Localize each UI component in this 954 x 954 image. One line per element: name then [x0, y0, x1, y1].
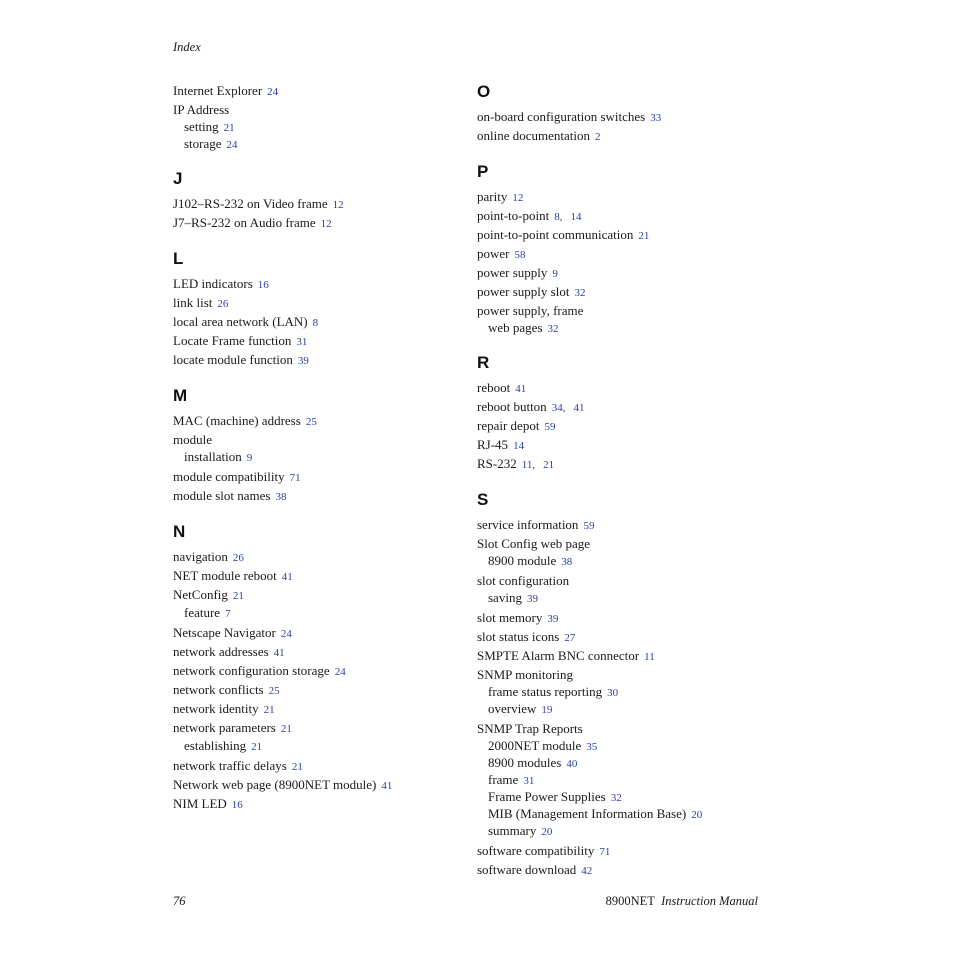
entry-term: software download	[477, 862, 577, 877]
page-link[interactable]: 39	[526, 593, 538, 605]
index-subentry	[477, 772, 767, 789]
entry-term: NetConfig	[173, 587, 228, 602]
entry-term: 8900 module	[488, 553, 557, 568]
entry-term: IP Address	[173, 102, 230, 117]
index-entry	[477, 283, 767, 302]
entry-term: RJ-45	[477, 437, 509, 452]
page-link[interactable]: 24	[280, 628, 292, 640]
entry-term: storage	[184, 136, 222, 151]
index-section	[173, 249, 463, 370]
index-section	[173, 82, 463, 153]
page-link[interactable]: 21	[263, 704, 275, 716]
index-entry	[173, 586, 463, 605]
index-entry	[477, 302, 767, 320]
index-subentry	[477, 684, 767, 701]
index-entry	[477, 628, 767, 647]
page-link[interactable]: 16	[231, 799, 243, 811]
page-link[interactable]: 21	[638, 230, 650, 242]
page-link[interactable]: 71	[599, 846, 611, 858]
page-link[interactable]: 30	[607, 687, 619, 699]
entry-term: slot status icons	[477, 629, 560, 644]
index-entry	[173, 776, 463, 795]
index-entry	[173, 332, 463, 351]
index-subentry	[477, 590, 767, 607]
page-link[interactable]: 21	[280, 723, 292, 735]
entry-term: web pages	[488, 320, 543, 335]
entry-term: feature	[184, 605, 221, 620]
page-link[interactable]: 2	[595, 131, 601, 143]
manual-title	[606, 894, 758, 909]
index-entry	[173, 214, 463, 233]
entry-term: Internet Explorer	[173, 83, 263, 98]
entry-term: J7–RS-232 on Audio frame	[173, 215, 316, 230]
section-letter: P	[477, 162, 489, 181]
section-letter: L	[173, 249, 184, 268]
index-entry	[173, 313, 463, 332]
index-entry	[477, 417, 767, 436]
entry-term: 8900 modules	[488, 755, 562, 770]
page-link[interactable]: 41	[281, 571, 293, 583]
page-link[interactable]: 20	[541, 826, 553, 838]
index-entry	[173, 412, 463, 431]
page-link[interactable]: 42	[581, 865, 593, 877]
section-letter: O	[477, 82, 491, 101]
index-entry	[477, 861, 767, 880]
entry-term: Locate Frame function	[173, 333, 292, 348]
page-link[interactable]: 59	[544, 421, 556, 433]
section-letter: J	[173, 169, 183, 188]
index-subentry	[173, 449, 463, 466]
index-entry	[477, 572, 767, 590]
page-link[interactable]: 21	[543, 459, 555, 471]
entry-term: power	[477, 246, 510, 261]
index-entry	[173, 351, 463, 370]
index-entry	[477, 720, 767, 738]
index-entry	[477, 516, 767, 535]
page-number: 76	[173, 894, 186, 908]
page-link[interactable]: 8	[312, 317, 319, 329]
entry-term: module	[173, 432, 212, 447]
page-link[interactable]: 8	[554, 211, 560, 223]
page-link[interactable]: 9	[552, 268, 558, 280]
page-link[interactable]: 21	[223, 122, 235, 134]
page-separator: ,	[532, 459, 536, 471]
index-section	[477, 82, 767, 146]
page-link[interactable]: 25	[305, 416, 317, 428]
entry-term: J102–RS-232 on Video frame	[173, 196, 328, 211]
section-letter: M	[173, 386, 188, 405]
index-subentry	[477, 789, 767, 806]
page-link[interactable]: 34	[551, 402, 563, 414]
entry-term: MIB (Management Information Base)	[488, 806, 687, 821]
manual-title-suffix: Instruction Manual	[661, 894, 758, 908]
entry-term: reboot button	[477, 399, 547, 414]
entry-term: network addresses	[173, 644, 269, 659]
entry-term: network identity	[173, 701, 259, 716]
entry-term: summary	[488, 823, 537, 838]
entry-term: NET module reboot	[173, 568, 277, 583]
index-entry	[477, 535, 767, 553]
entry-term: power supply	[477, 265, 548, 280]
index-entry	[173, 468, 463, 487]
page-link[interactable]: 12	[332, 199, 344, 211]
page-link[interactable]: 59	[583, 520, 595, 532]
entry-term: navigation	[173, 549, 228, 564]
page-link[interactable]: 40	[566, 758, 578, 770]
index-entry	[173, 757, 463, 776]
page-link[interactable]: 11	[521, 459, 533, 471]
page-link[interactable]: 32	[547, 323, 559, 335]
index-entry	[173, 487, 463, 506]
entry-term: point-to-point communication	[477, 227, 634, 242]
index-entry	[173, 548, 463, 567]
index-entry	[173, 662, 463, 681]
entry-term: SNMP monitoring	[477, 667, 573, 682]
page-link[interactable]: 41	[515, 383, 527, 395]
entry-term: online documentation	[477, 128, 591, 143]
entry-term: setting	[184, 119, 219, 134]
page-link[interactable]: 24	[267, 86, 279, 98]
page-link[interactable]: 19	[541, 704, 553, 716]
index-subentry	[477, 553, 767, 570]
section-letter: R	[477, 353, 490, 372]
page-link[interactable]: 26	[217, 298, 229, 310]
index-entry	[477, 379, 767, 398]
entry-term: Slot Config web page	[477, 536, 591, 551]
page-link[interactable]: 31	[523, 775, 535, 787]
index-entry	[173, 624, 463, 643]
index-entry	[173, 719, 463, 738]
entry-term: Frame Power Supplies	[488, 789, 606, 804]
page-link[interactable]: 24	[226, 139, 238, 151]
index-entry	[477, 398, 767, 417]
index-column-left	[173, 82, 463, 814]
index-entry	[477, 455, 767, 474]
entry-term: NIM LED	[173, 796, 227, 811]
running-header: Index	[173, 40, 201, 54]
page-link[interactable]: 35	[586, 741, 598, 753]
index-entry	[173, 294, 463, 313]
page-link[interactable]: 20	[691, 809, 703, 821]
page-separator: ,	[559, 211, 563, 223]
section-letter: N	[173, 522, 186, 541]
entry-term: Network web page (8900NET module)	[173, 777, 377, 792]
page-link[interactable]: 9	[246, 452, 253, 464]
index-subentry	[173, 119, 463, 136]
page-link[interactable]: 24	[334, 666, 346, 678]
index-entry	[477, 842, 767, 861]
index-entry	[477, 647, 767, 666]
page-link[interactable]: 21	[291, 761, 303, 773]
entry-term: service information	[477, 517, 579, 532]
entry-term: on-board configuration switches	[477, 109, 646, 124]
index-section	[477, 353, 767, 474]
page-link[interactable]: 38	[275, 491, 287, 503]
index-entry	[173, 567, 463, 586]
page-link[interactable]: 21	[251, 741, 263, 753]
entry-term: locate module function	[173, 352, 293, 367]
index-entry	[173, 82, 463, 101]
index-section	[477, 490, 767, 880]
entry-term: network parameters	[173, 720, 276, 735]
entry-term: overview	[488, 701, 537, 716]
index-subentry	[477, 738, 767, 755]
index-entry	[477, 127, 767, 146]
index-subentry	[477, 823, 767, 840]
page-link[interactable]: 16	[257, 279, 269, 291]
index-section	[477, 162, 767, 337]
page-link[interactable]: 39	[297, 355, 309, 367]
index-entry	[173, 275, 463, 294]
page-link[interactable]: 27	[564, 632, 576, 644]
page-link[interactable]: 58	[514, 249, 526, 261]
entry-term: power supply, frame	[477, 303, 584, 318]
manual-title-prefix: 8900NET	[605, 894, 655, 908]
entry-term: module slot names	[173, 488, 271, 503]
page-link[interactable]: 21	[232, 590, 244, 602]
entry-term: network configuration storage	[173, 663, 330, 678]
page-link[interactable]: 7	[225, 608, 231, 620]
page-link[interactable]: 31	[296, 336, 308, 348]
page-link[interactable]: 12	[512, 192, 524, 204]
page-link[interactable]: 33	[650, 112, 662, 124]
page-link[interactable]: 26	[232, 552, 244, 564]
page-link[interactable]: 14	[570, 211, 582, 223]
entry-term: module compatibility	[173, 469, 285, 484]
entry-term: repair depot	[477, 418, 540, 433]
page-link[interactable]: 71	[289, 472, 301, 484]
index-subentry	[477, 755, 767, 772]
page-separator: ,	[562, 402, 566, 414]
index-entry	[477, 245, 767, 264]
index-entry	[173, 795, 463, 814]
index-subentry	[173, 136, 463, 153]
entry-term: 2000NET module	[488, 738, 582, 753]
index-entry	[173, 681, 463, 700]
index-section	[173, 169, 463, 233]
section-letter: S	[477, 490, 489, 509]
entry-term: establishing	[184, 738, 247, 753]
index-entry	[477, 666, 767, 684]
index-column-right	[477, 82, 767, 880]
entry-term: reboot	[477, 380, 511, 395]
entry-term: local area network (LAN)	[173, 314, 308, 329]
entry-term: MAC (machine) address	[173, 413, 301, 428]
entry-term: point-to-point	[477, 208, 550, 223]
index-entry	[173, 643, 463, 662]
index-entry	[477, 609, 767, 628]
entry-term: power supply slot	[477, 284, 570, 299]
page-link[interactable]: 11	[644, 651, 655, 663]
entry-term: slot memory	[477, 610, 543, 625]
entry-term: slot configuration	[477, 573, 570, 588]
page-link[interactable]: 32	[610, 792, 622, 804]
index-subentry	[173, 605, 463, 622]
index-entry	[173, 101, 463, 119]
index-entry	[173, 700, 463, 719]
page-link[interactable]: 39	[547, 613, 559, 625]
index-subentry	[477, 806, 767, 823]
entry-term: Netscape Navigator	[173, 625, 276, 640]
index-entry	[477, 108, 767, 127]
entry-term: network traffic delays	[173, 758, 287, 773]
entry-term: frame status reporting	[488, 684, 603, 699]
entry-term: installation	[184, 449, 242, 464]
index-entry	[477, 264, 767, 283]
page-link[interactable]: 32	[574, 287, 586, 299]
index-entry	[477, 188, 767, 207]
entry-term: network conflicts	[173, 682, 264, 697]
entry-term: RS-232	[477, 456, 517, 471]
entry-term: SNMP Trap Reports	[477, 721, 583, 736]
index-entry	[173, 431, 463, 449]
index-entry	[477, 207, 767, 226]
entry-term: software compatibility	[477, 843, 595, 858]
index-entry	[477, 436, 767, 455]
index-entry	[173, 195, 463, 214]
page-link[interactable]: 41	[273, 647, 285, 659]
page-link[interactable]: 14	[513, 440, 525, 452]
entry-term: saving	[488, 590, 522, 605]
index-subentry	[477, 320, 767, 337]
entry-term: link list	[173, 295, 213, 310]
page-link[interactable]: 25	[268, 685, 280, 697]
index-section	[173, 386, 463, 506]
page-link[interactable]: 38	[561, 556, 573, 568]
index-entry	[477, 226, 767, 245]
page-link[interactable]: 41	[381, 780, 393, 792]
entry-term: frame	[488, 772, 519, 787]
entry-term: SMPTE Alarm BNC connector	[477, 648, 640, 663]
entry-term: LED indicators	[173, 276, 253, 291]
index-subentry	[477, 701, 767, 718]
index-section	[173, 522, 463, 814]
page-link[interactable]: 12	[320, 218, 332, 230]
entry-term: parity	[477, 189, 508, 204]
page-link[interactable]: 41	[573, 402, 585, 414]
index-subentry	[173, 738, 463, 755]
